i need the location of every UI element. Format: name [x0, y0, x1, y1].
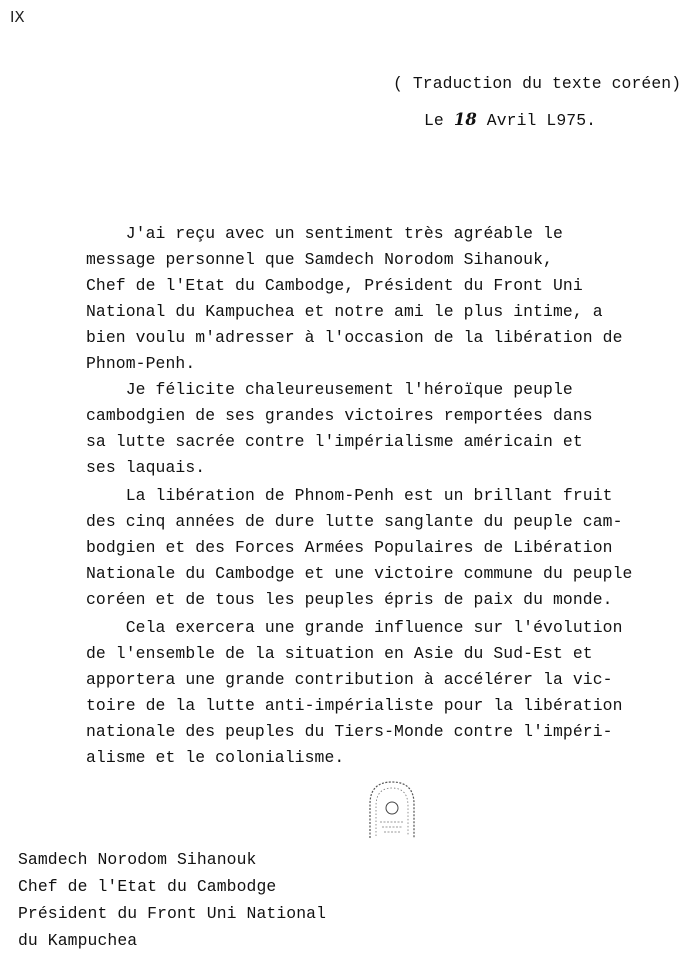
- recipient-line: Président du Front Uni National: [18, 904, 327, 923]
- body-line: Chef de l'Etat du Cambodge, Président du Front Uni: [86, 276, 583, 295]
- body-line: message personnel que Samdech Norodom Sihanouk,: [86, 250, 553, 269]
- body-line: nationale des peuples du Tiers-Monde contre l'impéri-: [86, 722, 613, 741]
- page-number: IX: [10, 8, 25, 26]
- body-line: de l'ensemble de la situation en Asie du Sud-Est et: [86, 644, 593, 663]
- body-line: sa lutte sacrée contre l'impérialisme américain et: [86, 432, 583, 451]
- body-line: bien voulu m'adresser à l'occasion de la libération de: [86, 328, 623, 347]
- body-line: cambodgien de ses grandes victoires remportées dans: [86, 406, 593, 425]
- date-prefix: Le: [424, 111, 444, 130]
- body-line: toire de la lutte anti-impérialiste pour la libération: [86, 696, 623, 715]
- body-line: Nationale du Cambodge et une victoire commune du peuple: [86, 564, 633, 583]
- body-line: apportera une grande contribution à accélérer la vic-: [86, 670, 613, 689]
- body-line: Je félicite chaleureusement l'héroïque peuple: [86, 380, 573, 399]
- body-line: Cela exercera une grande influence sur l'évolution: [86, 618, 623, 637]
- date-line: [424, 110, 596, 130]
- body-line: La libération de Phnom-Penh est un brillant fruit: [86, 486, 613, 505]
- recipient-line: Samdech Norodom Sihanouk: [18, 850, 257, 869]
- body-line: alisme et le colonialisme.: [86, 748, 345, 767]
- body-line: J'ai reçu avec un sentiment très agréable le: [86, 224, 563, 243]
- body-line: coréen et de tous les peuples épris de paix du monde.: [86, 590, 613, 609]
- seal-stamp: [364, 778, 420, 840]
- translation-note: ( Traduction du texte coréen): [393, 74, 682, 93]
- date-day: 18: [453, 110, 477, 129]
- body-line: ses laquais.: [86, 458, 206, 477]
- date-rest: Avril L975.: [486, 111, 597, 130]
- body-line: Phnom-Penh.: [86, 354, 196, 373]
- recipient-line: du Kampuchea: [18, 931, 138, 950]
- recipient-line: Chef de l'Etat du Cambodge: [18, 877, 277, 896]
- body-line: des cinq années de dure lutte sanglante du peuple cam-: [86, 512, 623, 531]
- body-line: National du Kampuchea et notre ami le plus intime, a: [86, 302, 603, 321]
- body-line: bodgien et des Forces Armées Populaires de Libération: [86, 538, 613, 557]
